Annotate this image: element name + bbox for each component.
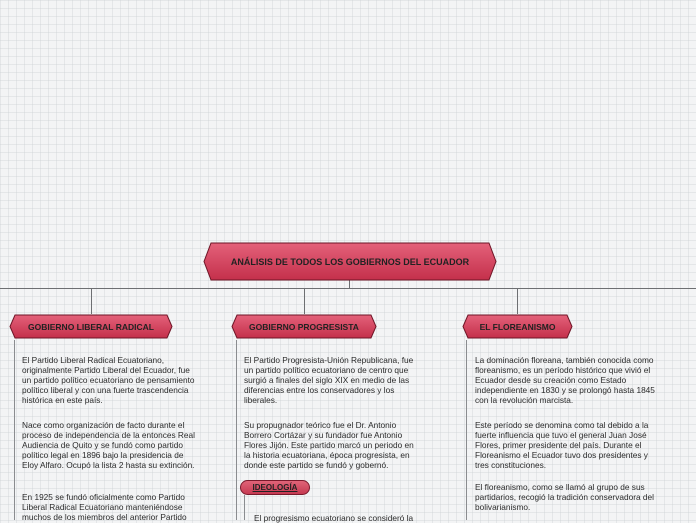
- progresista-paragraph-2: Su propugnador teórico fue el Dr. Antonio Borrero Cortázar y su fundador fue Antonio Flores Jijón. Este partido marcó un periodo en la historia ecuatoriana, época progresista, en donde este partido se fundó y gobernó.: [244, 420, 414, 470]
- branch-connector-progresista: [304, 288, 305, 314]
- root-node[interactable]: [203, 242, 497, 281]
- floreanismo-paragraph-2: Este período se denomina como tal debido a la fuerte influencia que tuvo el general Juan José Flores, primer presidente del país. Durante el Floreanismo el Ecuador tuvo dos presidentes y tres constituciones.: [475, 420, 649, 470]
- guide-line-floreanismo: [466, 340, 467, 520]
- subtopic-ideologia[interactable]: IDEOLOGÍA: [240, 480, 310, 495]
- guide-line-liberal: [14, 340, 15, 520]
- guide-line-ideologia: [244, 495, 245, 520]
- branch-connector-floreanismo: [517, 288, 518, 314]
- guide-line-progresista: [236, 340, 237, 520]
- progresista-paragraph-1: El Partido Progresista-Unión Republicana, fue un partido político ecuatoriano de centro que surgió a finales del siglo XIX en medio de las diferencias entre los conservadores y los liberales.: [244, 355, 414, 405]
- root-title: ANÁLISIS DE TODOS LOS GOBIERNOS DEL ECUADOR: [230, 256, 470, 267]
- horizontal-connector: [0, 288, 696, 289]
- branch-node-floreanismo[interactable]: [462, 314, 573, 339]
- branch-connector-liberal: [91, 288, 92, 314]
- branch-node-progresista[interactable]: [231, 314, 377, 339]
- ideologia-paragraph: El progresismo ecuatoriano se consideró la: [254, 513, 414, 523]
- branch-title: GOBIERNO LIBERAL RADICAL: [28, 321, 154, 332]
- floreanismo-paragraph-3: El floreanismo, como se llamó al grupo de sus partidarios, recogió la tradición conservadora del bolivarianismo.: [475, 482, 654, 512]
- branch-title: GOBIERNO PROGRESISTA: [249, 321, 359, 332]
- branch-title: EL FLOREANISMO: [479, 321, 556, 332]
- liberal-paragraph-2: Nace como organización de facto durante el proceso de independencia de la entonces Real Audiencia de Quito y se fundó como partido político legal en 1896 bajo la presidencia de Eloy Alfaro. Ocupó la lista 2 hasta su extinción.: [22, 420, 195, 470]
- liberal-paragraph-1: El Partido Liberal Radical Ecuatoriano, originalmente Partido Liberal del Ecuador, fue un partido político ecuatoriano de pensamiento político liberal y con una fuerte trascendencia histórica en este país.: [22, 355, 195, 405]
- liberal-paragraph-3: En 1925 se fundó oficialmente como Partido Liberal Radical Ecuatoriano manteniéndose muchos de los miembros del anterior Partido: [22, 492, 187, 522]
- floreanismo-paragraph-1: La dominación floreana, también conocida como floreanismo, es un período histórico que vivió el Ecuador desde su creación como Estado independiente en 1830 y se prolongó hasta 1845 con la revolución marcista.: [475, 355, 655, 405]
- branch-node-liberal[interactable]: [9, 314, 173, 339]
